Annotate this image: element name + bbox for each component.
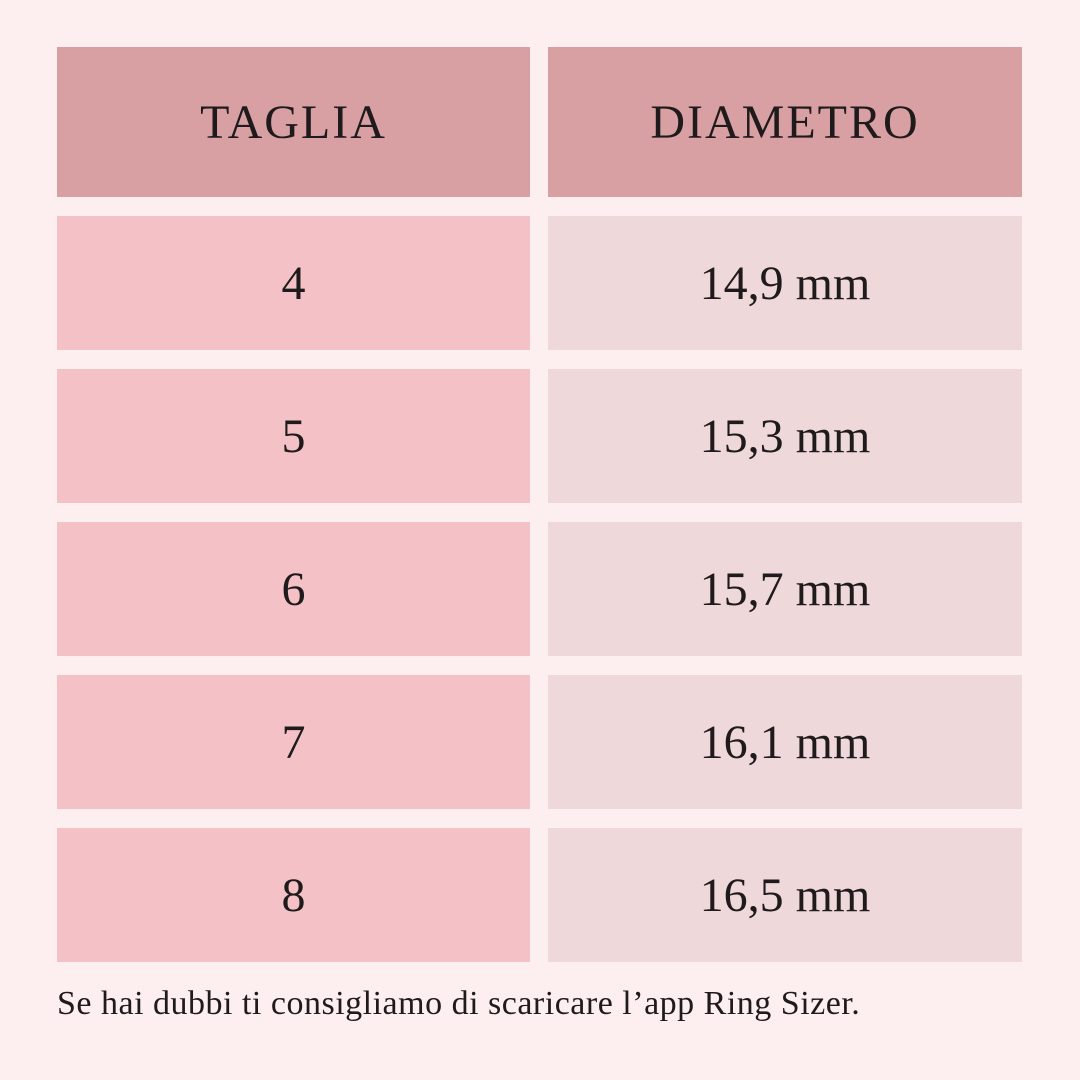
size-value: 4 [281, 256, 306, 310]
table-row-4-size-cell [57, 828, 530, 962]
diameter-value: 16,5 mm [699, 868, 871, 922]
table-row-1-size-cell [57, 369, 530, 503]
table-row-4-diameter-cell [548, 828, 1022, 962]
ring-size-table [57, 47, 1022, 962]
table-row-3-diameter-cell [548, 675, 1022, 809]
table-row-1-diameter-cell [548, 369, 1022, 503]
size-value: 7 [281, 715, 306, 769]
column-header-taglia-label: TAGLIA [200, 95, 387, 149]
diameter-value: 16,1 mm [699, 715, 871, 769]
size-value: 5 [281, 409, 306, 463]
size-value: 6 [281, 562, 306, 616]
size-value: 8 [281, 868, 306, 922]
column-header-diametro [548, 47, 1022, 197]
column-header-taglia [57, 47, 530, 197]
diameter-value: 15,3 mm [699, 409, 871, 463]
table-row-0-diameter-cell [548, 216, 1022, 350]
table-row-2-diameter-cell [548, 522, 1022, 656]
diameter-value: 14,9 mm [699, 256, 871, 310]
table-row-3-size-cell [57, 675, 530, 809]
column-header-diametro-label: DIAMETRO [650, 95, 920, 149]
diameter-value: 15,7 mm [699, 562, 871, 616]
table-row-0-size-cell [57, 216, 530, 350]
table-row-2-size-cell [57, 522, 530, 656]
ring-sizer-footnote: Se hai dubbi ti consigliamo di scaricare l’app Ring Sizer. [57, 985, 861, 1022]
